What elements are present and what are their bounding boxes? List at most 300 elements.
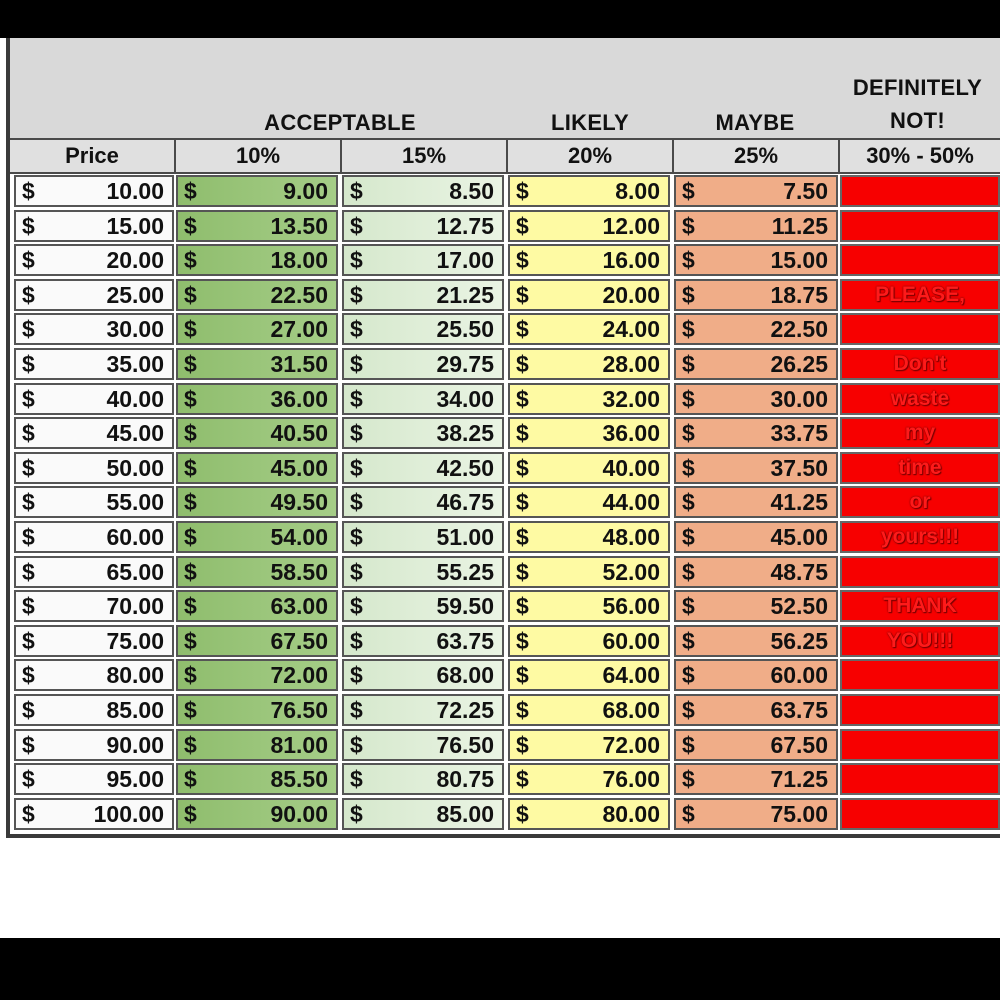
currency-symbol: $ [682, 212, 695, 239]
top-black-bar [0, 0, 1000, 38]
amount: 11.25 [771, 212, 828, 239]
currency-symbol: $ [682, 489, 695, 516]
currency-symbol: $ [350, 351, 363, 377]
table-row [10, 797, 1000, 832]
currency-symbol: $ [350, 558, 363, 585]
currency-symbol: $ [682, 731, 695, 758]
value-cell [176, 763, 338, 795]
value-cell [342, 210, 504, 242]
value-cell [176, 729, 338, 761]
amount: 36.00 [270, 385, 328, 412]
currency-symbol: $ [350, 697, 363, 723]
currency-symbol: $ [682, 662, 695, 689]
value-cell [342, 244, 504, 276]
amount: 95.00 [106, 766, 164, 793]
currency-symbol: $ [350, 662, 363, 689]
value-cell [674, 383, 838, 415]
amount: 51.00 [436, 524, 494, 550]
price-cell [14, 625, 174, 657]
amount: 18.75 [770, 281, 828, 308]
currency-symbol: $ [350, 178, 363, 204]
currency-symbol: $ [516, 281, 529, 308]
amount: 27.00 [270, 316, 328, 343]
amount: 15.00 [106, 212, 164, 239]
currency-symbol: $ [516, 766, 529, 793]
currency-symbol: $ [184, 697, 197, 723]
amount: 85.00 [436, 800, 494, 827]
price-cell [14, 383, 174, 415]
amount: 68.00 [436, 662, 494, 689]
amount: 26.25 [770, 351, 828, 377]
value-cell [674, 175, 838, 207]
red-column-message: time [898, 455, 942, 479]
currency-symbol: $ [22, 351, 35, 377]
red-column-message: my [904, 421, 936, 445]
amount: 8.00 [615, 178, 660, 204]
table-row [10, 243, 1000, 278]
currency-symbol: $ [22, 627, 35, 654]
currency-symbol: $ [184, 454, 197, 481]
amount: 40.00 [106, 385, 164, 412]
value-cell [508, 763, 670, 795]
amount: 37.50 [770, 454, 828, 481]
currency-symbol: $ [682, 800, 695, 827]
value-cell [508, 729, 670, 761]
price-cell [14, 556, 174, 588]
amount: 49.50 [270, 489, 328, 516]
value-cell [342, 348, 504, 380]
amount: 25.50 [436, 316, 494, 343]
currency-symbol: $ [350, 627, 363, 654]
currency-symbol: $ [350, 316, 363, 343]
amount: 90.00 [270, 800, 328, 827]
amount: 70.00 [106, 593, 164, 620]
amount: 12.00 [602, 212, 660, 239]
amount: 52.50 [770, 593, 828, 620]
value-cell [674, 244, 838, 276]
amount: 18.00 [270, 247, 328, 274]
value-cell [508, 659, 670, 691]
currency-symbol: $ [184, 351, 197, 377]
currency-symbol: $ [682, 558, 695, 585]
currency-symbol: $ [516, 662, 529, 689]
currency-symbol: $ [22, 420, 35, 447]
currency-symbol: $ [682, 454, 695, 481]
amount: 90.00 [106, 731, 164, 758]
amount: 50.00 [106, 454, 164, 481]
amount: 30.00 [770, 385, 828, 412]
currency-symbol: $ [516, 627, 529, 654]
value-cell [674, 279, 838, 311]
amount: 45.00 [770, 524, 828, 550]
currency-symbol: $ [22, 593, 35, 620]
currency-symbol: $ [22, 385, 35, 412]
currency-symbol: $ [350, 385, 363, 412]
currency-symbol: $ [350, 489, 363, 516]
price-cell [14, 452, 174, 484]
amount: 33.75 [770, 420, 828, 447]
amount: 52.00 [602, 558, 660, 585]
value-cell [674, 486, 838, 518]
value-cell [342, 417, 504, 449]
value-cell [176, 175, 338, 207]
red-column-message: waste [890, 386, 950, 410]
amount: 58.50 [270, 558, 328, 585]
currency-symbol: $ [22, 454, 35, 481]
amount: 22.50 [270, 281, 328, 308]
currency-symbol: $ [682, 766, 695, 793]
amount: 28.00 [602, 351, 660, 377]
amount: 60.00 [770, 662, 828, 689]
currency-symbol: $ [22, 489, 35, 516]
currency-symbol: $ [350, 593, 363, 620]
amount: 75.00 [106, 627, 164, 654]
value-cell [176, 417, 338, 449]
value-cell [176, 521, 338, 553]
currency-symbol: $ [516, 800, 529, 827]
amount: 42.50 [436, 454, 494, 481]
amount: 31.50 [270, 351, 328, 377]
value-cell [674, 521, 838, 553]
definitely-not-cell [840, 763, 1000, 795]
amount: 56.00 [602, 593, 660, 620]
definitely-not-cell [840, 798, 1000, 830]
amount: 44.00 [602, 489, 660, 516]
red-column-message: THANK [883, 594, 957, 618]
amount: 72.00 [602, 731, 660, 758]
currency-symbol: $ [682, 627, 695, 654]
value-cell [176, 244, 338, 276]
currency-symbol: $ [22, 662, 35, 689]
value-cell [176, 798, 338, 830]
price-cell [14, 694, 174, 726]
amount: 40.50 [270, 420, 328, 447]
definitely-not-cell [840, 313, 1000, 345]
definitely-not-cell [840, 659, 1000, 691]
value-cell [674, 694, 838, 726]
bottom-black-bar [0, 938, 1000, 1000]
amount: 75.00 [770, 800, 828, 827]
currency-symbol: $ [184, 385, 197, 412]
table-row [10, 762, 1000, 797]
value-cell [176, 659, 338, 691]
amount: 67.50 [770, 731, 828, 758]
price-cell [14, 763, 174, 795]
header-pct-25: 25% [674, 140, 840, 172]
amount: 60.00 [106, 524, 164, 550]
amount: 81.00 [270, 731, 328, 758]
currency-symbol: $ [516, 212, 529, 239]
currency-symbol: $ [350, 524, 363, 550]
amount: 40.00 [602, 454, 660, 481]
header-likely: LIKELY [550, 110, 629, 135]
currency-symbol: $ [184, 731, 197, 758]
amount: 35.00 [106, 351, 164, 377]
currency-symbol: $ [516, 524, 529, 550]
price-cell [14, 348, 174, 380]
value-cell [508, 383, 670, 415]
table-row [10, 555, 1000, 590]
header-definitely: DEFINITELY [852, 75, 983, 100]
amount: 46.75 [436, 489, 494, 516]
currency-symbol: $ [22, 697, 35, 723]
value-cell [342, 279, 504, 311]
currency-symbol: $ [516, 247, 529, 274]
price-cell [14, 279, 174, 311]
currency-symbol: $ [682, 351, 695, 377]
red-column-message: PLEASE, [875, 282, 965, 306]
currency-symbol: $ [184, 281, 197, 308]
amount: 68.00 [602, 697, 660, 723]
red-column-message: Don't [893, 352, 947, 375]
table-row [10, 728, 1000, 763]
currency-symbol: $ [22, 558, 35, 585]
amount: 72.25 [436, 697, 494, 723]
value-cell [508, 590, 670, 622]
currency-symbol: $ [516, 420, 529, 447]
currency-symbol: $ [184, 627, 197, 654]
value-cell [674, 556, 838, 588]
price-cell [14, 175, 174, 207]
value-cell [508, 798, 670, 830]
amount: 20.00 [602, 281, 660, 308]
currency-symbol: $ [350, 247, 363, 274]
amount: 29.75 [436, 351, 494, 377]
price-cell [14, 729, 174, 761]
amount: 65.00 [106, 558, 164, 585]
currency-symbol: $ [682, 593, 695, 620]
price-cell [14, 798, 174, 830]
currency-symbol: $ [350, 766, 363, 793]
definitely-not-cell [840, 694, 1000, 726]
value-cell [342, 521, 504, 553]
amount: 36.00 [602, 420, 660, 447]
definitely-not-cell [840, 210, 1000, 242]
value-cell [508, 279, 670, 311]
currency-symbol: $ [516, 351, 529, 377]
amount: 80.00 [602, 800, 660, 827]
currency-symbol: $ [682, 524, 695, 550]
currency-symbol: $ [184, 558, 197, 585]
currency-symbol: $ [22, 281, 35, 308]
value-cell [176, 210, 338, 242]
currency-symbol: $ [682, 420, 695, 447]
value-cell [508, 244, 670, 276]
amount: 80.75 [436, 766, 494, 793]
table-row [10, 174, 1000, 209]
value-cell [342, 590, 504, 622]
red-column-message: YOU!!! [886, 628, 954, 652]
value-cell [674, 348, 838, 380]
currency-symbol: $ [184, 662, 197, 689]
currency-symbol: $ [184, 420, 197, 447]
currency-symbol: $ [184, 316, 197, 343]
currency-symbol: $ [350, 454, 363, 481]
header-pct-20: 20% [508, 140, 674, 172]
amount: 63.00 [270, 593, 328, 620]
amount: 21.25 [436, 281, 494, 308]
value-cell [508, 348, 670, 380]
currency-symbol: $ [22, 524, 35, 550]
value-cell [176, 694, 338, 726]
amount: 9.00 [283, 178, 328, 204]
value-cell [342, 452, 504, 484]
value-cell [176, 383, 338, 415]
value-cell [508, 313, 670, 345]
currency-symbol: $ [184, 489, 197, 516]
value-cell [508, 694, 670, 726]
currency-symbol: $ [184, 247, 197, 274]
value-cell [674, 590, 838, 622]
value-cell [508, 452, 670, 484]
currency-symbol: $ [516, 385, 529, 412]
currency-symbol: $ [516, 593, 529, 620]
amount: 76.50 [270, 697, 328, 723]
header-acceptable: ACCEPTABLE [264, 110, 416, 135]
currency-symbol: $ [682, 697, 695, 723]
value-cell [176, 452, 338, 484]
amount: 22.50 [770, 316, 828, 343]
amount: 17.00 [436, 247, 494, 274]
value-cell [674, 210, 838, 242]
amount: 41.25 [770, 489, 828, 516]
amount: 34.00 [436, 385, 494, 412]
value-cell [342, 694, 504, 726]
header-not: NOT! [890, 108, 945, 133]
value-cell [508, 486, 670, 518]
currency-symbol: $ [22, 212, 35, 239]
currency-symbol: $ [516, 558, 529, 585]
value-cell [508, 625, 670, 657]
value-cell [674, 417, 838, 449]
table-row [10, 312, 1000, 347]
definitely-not-cell [840, 175, 1000, 207]
table-row [10, 693, 1000, 728]
amount: 63.75 [436, 627, 494, 654]
value-cell [342, 313, 504, 345]
currency-symbol: $ [682, 247, 695, 274]
amount: 85.00 [106, 697, 164, 723]
value-cell [674, 798, 838, 830]
price-cell [14, 659, 174, 691]
price-cell [14, 486, 174, 518]
red-column-message: or [909, 490, 931, 514]
amount: 55.25 [436, 558, 494, 585]
amount: 45.00 [270, 454, 328, 481]
amount: 20.00 [106, 247, 164, 274]
amount: 56.25 [770, 627, 828, 654]
currency-symbol: $ [184, 593, 197, 620]
value-cell [508, 210, 670, 242]
currency-symbol: $ [516, 178, 529, 204]
currency-symbol: $ [350, 420, 363, 447]
currency-symbol: $ [516, 454, 529, 481]
price-cell [14, 590, 174, 622]
header-price: Price [10, 140, 176, 172]
currency-symbol: $ [682, 178, 695, 204]
amount: 59.50 [436, 593, 494, 620]
amount: 25.00 [106, 281, 164, 308]
amount: 63.75 [770, 697, 828, 723]
currency-symbol: $ [22, 178, 35, 204]
amount: 24.00 [602, 316, 660, 343]
currency-symbol: $ [516, 697, 529, 723]
value-cell [674, 625, 838, 657]
value-cell [674, 763, 838, 795]
header-pct-10: 10% [176, 140, 342, 172]
amount: 38.25 [436, 420, 494, 447]
amount: 32.00 [602, 385, 660, 412]
currency-symbol: $ [22, 316, 35, 343]
value-cell [342, 659, 504, 691]
header-pct-15: 15% [342, 140, 508, 172]
currency-symbol: $ [22, 800, 35, 827]
amount: 30.00 [106, 316, 164, 343]
currency-symbol: $ [516, 316, 529, 343]
value-cell [342, 486, 504, 518]
currency-symbol: $ [516, 489, 529, 516]
amount: 48.75 [770, 558, 828, 585]
currency-symbol: $ [184, 766, 197, 793]
value-cell [674, 452, 838, 484]
amount: 8.50 [449, 178, 494, 204]
value-cell [342, 175, 504, 207]
definitely-not-cell [840, 556, 1000, 588]
currency-symbol: $ [682, 281, 695, 308]
amount: 48.00 [602, 524, 660, 550]
amount: 15.00 [770, 247, 828, 274]
amount: 100.00 [93, 800, 164, 827]
amount: 55.00 [106, 489, 164, 516]
value-cell [508, 556, 670, 588]
definitely-not-cell [840, 729, 1000, 761]
value-cell [176, 590, 338, 622]
amount: 76.00 [602, 766, 660, 793]
price-cell [14, 417, 174, 449]
amount: 85.50 [270, 766, 328, 793]
header-pct-30-50: 30% - 50% [840, 140, 1000, 172]
currency-symbol: $ [350, 800, 363, 827]
definitely-not-cell [840, 244, 1000, 276]
table-row [10, 658, 1000, 693]
value-cell [342, 763, 504, 795]
value-cell [674, 729, 838, 761]
value-cell [176, 313, 338, 345]
value-cell [342, 556, 504, 588]
currency-symbol: $ [350, 731, 363, 758]
currency-symbol: $ [184, 212, 197, 239]
value-cell [342, 383, 504, 415]
currency-symbol: $ [682, 316, 695, 343]
value-cell [342, 625, 504, 657]
amount: 72.00 [270, 662, 328, 689]
value-cell [508, 175, 670, 207]
amount: 80.00 [106, 662, 164, 689]
currency-symbol: $ [682, 385, 695, 412]
amount: 10.00 [106, 178, 164, 204]
amount: 7.50 [783, 178, 828, 204]
currency-symbol: $ [516, 731, 529, 758]
value-cell [176, 625, 338, 657]
price-cell [14, 313, 174, 345]
value-cell [342, 798, 504, 830]
amount: 13.50 [270, 212, 328, 239]
red-column-message: yours!!! [880, 525, 960, 548]
currency-symbol: $ [350, 281, 363, 308]
currency-symbol: $ [22, 247, 35, 274]
amount: 67.50 [270, 627, 328, 654]
value-cell [176, 279, 338, 311]
